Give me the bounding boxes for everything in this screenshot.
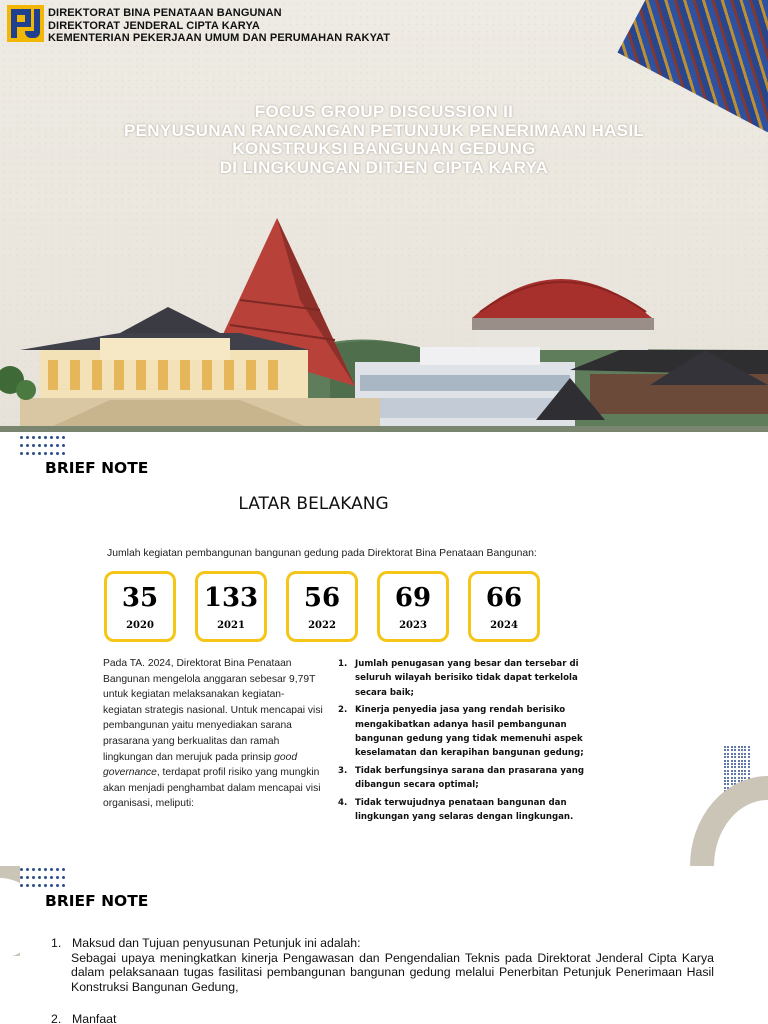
section-subheading: LATAR BELAKANG: [238, 494, 389, 514]
stat-value: 69: [394, 583, 432, 613]
stat-year: 2024: [490, 620, 518, 631]
stat-value: 56: [303, 583, 341, 613]
stat-year: 2021: [217, 620, 245, 631]
list-number: 4.: [338, 797, 348, 808]
list-text: Tidak terwujudnya penataan bangunan dan lingkungan yang selaras dengan lingkungan.: [355, 797, 574, 823]
organization-header: [48, 7, 390, 45]
stat-card-2020: [104, 571, 176, 642]
item-title-2: Manfaat: [72, 1012, 117, 1024]
list-item: [338, 657, 593, 700]
org-line-1: DIREKTORAT BINA PENATAAN BANGUNAN: [48, 7, 282, 19]
item-number-2: 2.: [51, 1012, 62, 1024]
list-item: [338, 703, 593, 761]
cover-banner: [0, 0, 768, 432]
list-item: [338, 764, 593, 793]
paragraph-text-a: Pada TA. 2024, Direktorat Bina Penataan Bangunan mengelola anggaran sebesar 9,79T untuk kegiatan melaksanakan kegiatan-kegiatan strategis nasional. Untuk mencapai visi pembangunan yaitu menyediakan sarana prasarana yang berkualitas dan ramah lingkungan dan merujuk pada prinsip: [103, 658, 323, 763]
paragraph-text-b: , terdapat profil risiko yang mungkin akan menjadi penghambat dalam mencapai visi organisasi, meliputi:: [103, 767, 321, 810]
list-text: Kinerja penyedia jasa yang rendah berisiko mengakibatkan adanya hasil pembangunan bangunan gedung yang tidak memenuhi aspek keselamatan dan kerapihan bangunan gedung;: [355, 705, 584, 759]
cover-title-line-3: KONSTRUKSI BANGUNAN GEDUNG: [232, 139, 536, 158]
item-number-1: 1.: [51, 936, 62, 950]
decorative-arc-left-2: [0, 866, 20, 956]
pupr-logo: [7, 5, 44, 42]
list-text: Tidak berfungsinya sarana dan prasarana yang dibangun secara optimal;: [355, 765, 585, 791]
stat-value: 133: [203, 583, 259, 613]
list-number: 1.: [338, 659, 348, 669]
list-item: [338, 796, 593, 825]
dot-grid-left-2: [20, 868, 68, 887]
stats-intro: Jumlah kegiatan pembangunan bangunan gedung pada Direktorat Bina Penataan Bangunan:: [107, 548, 537, 559]
stat-card-2023: [377, 571, 449, 642]
slide-brief-note-2: [0, 866, 768, 1024]
decorative-arc-right: [690, 776, 768, 866]
list-number: 3.: [338, 765, 348, 776]
budget-paragraph: [103, 656, 323, 812]
stat-year: 2022: [308, 620, 336, 631]
item-body-1: Sebagai upaya meningkatkan kinerja Pengawasan dan Pengendalian Teknis pada Direktorat Jenderal Cipta Karya dalam pelaksanaan tugas fasilitasi pembangunan bangunan gedung melalui Penerbitan Petunjuk Penerimaan Hasil Konstruksi Bangunan Gedung,: [71, 951, 714, 994]
cover-title-line-2: PENYUSUNAN RANCANGAN PETUNJUK PENERIMAAN HASIL: [123, 120, 645, 140]
stat-card-2021: [195, 571, 267, 642]
cover-title-line-4: DI LINGKUNGAN DITJEN CIPTA KARYA: [219, 157, 549, 177]
section-heading: BRIEF NOTE: [45, 459, 149, 477]
building-illustration: [0, 200, 768, 432]
stat-year: 2020: [126, 620, 154, 631]
stat-card-2022: [286, 571, 358, 642]
cover-title-line-1: FOCUS GROUP DISCUSSION II: [254, 102, 514, 121]
list-text: Jumlah penugasan yang besar dan tersebar di seluruh wilayah berisiko tidak dapat terkelola secara baik;: [355, 659, 579, 698]
stat-value: 66: [485, 583, 523, 613]
dot-grid-left: [20, 436, 68, 455]
stat-year: 2023: [399, 620, 427, 631]
cover-title: [0, 103, 768, 177]
stat-card-2024: [468, 571, 540, 642]
item-title-1: Maksud dan Tujuan penyusunan Petunjuk ini adalah:: [72, 936, 361, 950]
org-line-2: DIREKTORAT JENDERAL CIPTA KARYA: [48, 19, 260, 32]
paragraph-emphasis: good governance: [103, 751, 298, 779]
risk-list: [338, 657, 593, 827]
list-number: 2.: [338, 705, 348, 716]
org-line-3: KEMENTERIAN PEKERJAAN UMUM DAN PERUMAHAN RAKYAT: [48, 32, 391, 44]
section-heading-2: BRIEF NOTE: [45, 892, 149, 910]
stat-value: 35: [121, 583, 159, 613]
